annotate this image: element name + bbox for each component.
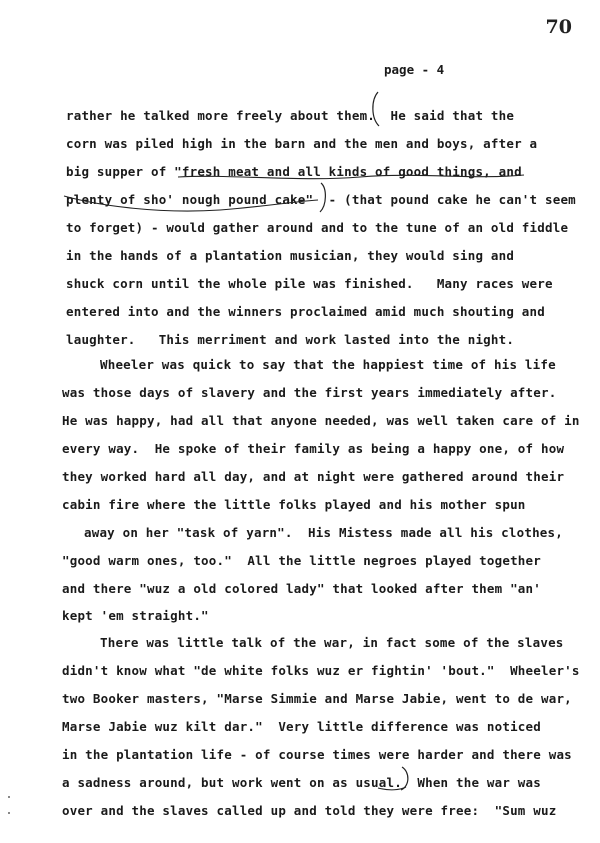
text-line: Wheeler was quick to say that the happiest time of his life <box>100 357 556 372</box>
text-line: corn was piled high in the barn and the men and boys, after a <box>66 136 538 151</box>
text-line: plenty of sho' nough pound cake" - (that pound cake he can't seem <box>66 192 576 207</box>
text-line: kept 'em straight." <box>62 608 209 623</box>
margin-speck <box>8 812 10 814</box>
text-line: rather he talked more freely about them. He said that the <box>66 108 515 123</box>
text-line: shuck corn until the whole pile was finished. Many races were <box>66 276 553 291</box>
text-line: two Booker masters, "Marse Simmie and Marse Jabie, went to de war, <box>62 691 572 706</box>
page-number: 70 <box>545 16 572 38</box>
text-line: didn't know what "de white folks wuz er fightin' 'bout." Wheeler's <box>62 663 580 678</box>
text-line: a sadness around, but work went on as usual. When the war was <box>62 775 541 790</box>
margin-speck <box>8 796 10 798</box>
text-line: He was happy, had all that anyone needed, was well taken care of in <box>62 413 580 428</box>
text-line: and there "wuz a old colored lady" that looked after them "an' <box>62 581 541 596</box>
text-line: cabin fire where the little folks played and his mother spun <box>62 497 526 512</box>
text-line: There was little talk of the war, in fact some of the slaves <box>100 635 564 650</box>
text-line: big supper of "fresh meat and all kinds of good things, and <box>66 164 522 179</box>
text-line: away on her "task of yarn". His Mistess made all his clothes, <box>84 525 563 540</box>
text-line: in the plantation life - of course times were harder and there was <box>62 747 572 762</box>
text-line: in the hands of a plantation musician, they would sing and <box>66 248 515 263</box>
text-line: was those days of slavery and the first years immediately after. <box>62 385 557 400</box>
text-line: laughter. This merriment and work lasted into the night. <box>66 332 515 347</box>
text-line: entered into and the winners proclaimed amid much shouting and <box>66 304 545 319</box>
text-line: Marse Jabie wuz kilt dar." Very little difference was noticed <box>62 719 541 734</box>
text-line: to forget) - would gather around and to the tune of an old fiddle <box>66 220 569 235</box>
text-line: over and the slaves called up and told they were free: "Sum wuz <box>62 803 557 818</box>
text-line: "good warm ones, too." All the little negroes played together <box>62 553 541 568</box>
text-line: they worked hard all day, and at night were gathered around their <box>62 469 565 484</box>
text-line: every way. He spoke of their family as being a happy one, of how <box>62 441 565 456</box>
page-label: page - 4 <box>384 62 445 77</box>
